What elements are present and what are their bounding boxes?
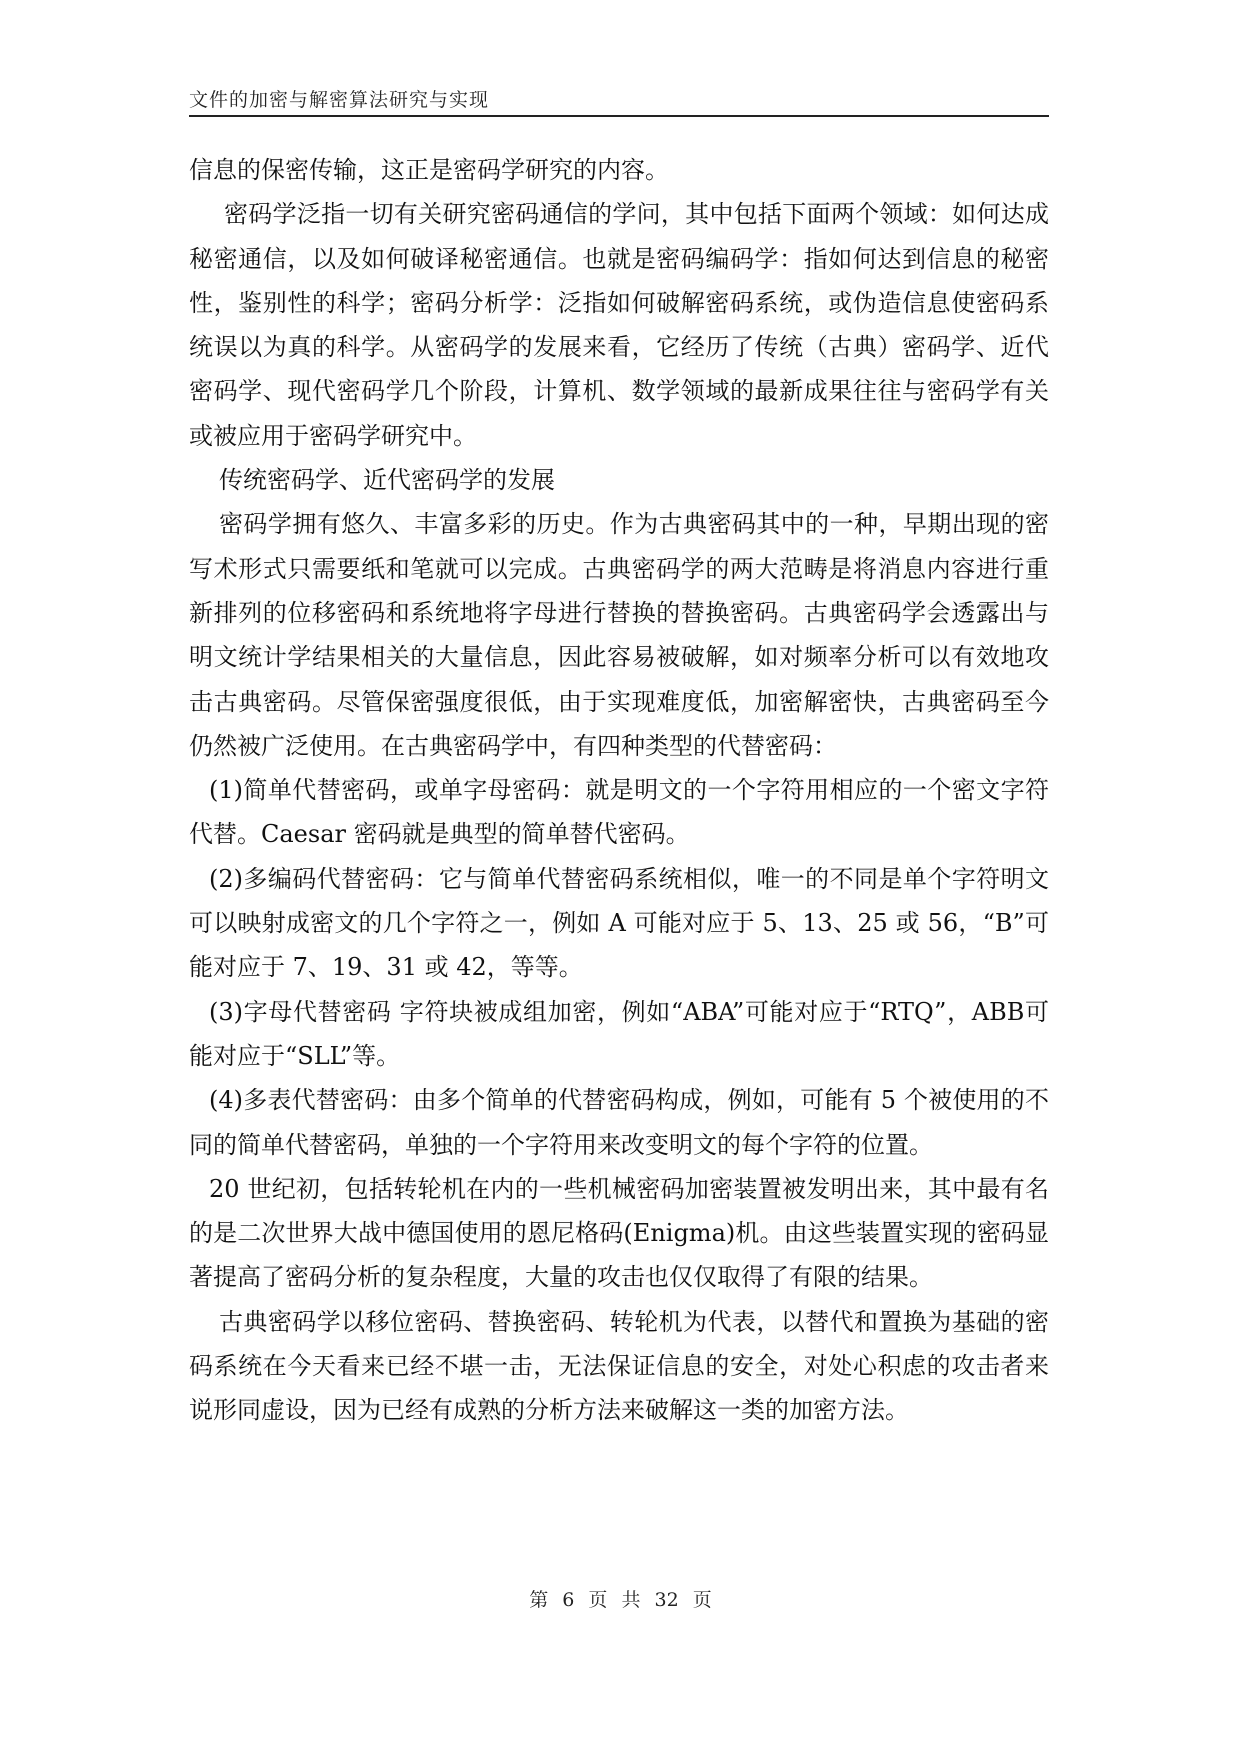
paragraph: 古典密码学以移位密码、替换密码、转轮机为代表，以替代和置换为基础的密码系统在今天看来已经不堪一击，无法保证信息的安全，对处心积虑的攻击者来说形同虚设，因为已经有成熟的分析方法来破解这一类的加密方法。	[189, 1307, 1049, 1425]
body-text	[189, 148, 1049, 1433]
page-number: 第 6 页 共 32 页	[529, 1589, 712, 1611]
header-divider	[189, 115, 1049, 117]
paragraph: 信息的保密传输，这正是密码学研究的内容。	[189, 156, 669, 184]
paragraph: 密码学拥有悠久、丰富多彩的历史。作为古典密码其中的一种，早期出现的密写术形式只需要纸和笔就可以完成。古典密码学的两大范畴是将消息内容进行重新排列的位移密码和系统地将字母进行替换的替换密码。古典密码学会透露出与明文统计学结果相关的大量信息，因此容易被破解，如对频率分析可以有效地攻击古典密码。尽管保密强度很低，由于实现难度低，加密解密快，古典密码至今仍然被广泛使用。在古典密码学中，有四种类型的代替密码：	[189, 510, 1049, 760]
paragraph: 密码学泛指一切有关研究密码通信的学问，其中包括下面两个领域：如何达成秘密通信，以及如何破译秘密通信。也就是密码编码学：指如何达到信息的秘密性，鉴别性的科学；密码分析学：泛指如何破解密码系统，或伪造信息使密码系统误以为真的科学。从密码学的发展来看，它经历了传统（古典）密码学、近代密码学、现代密码学几个阶段，计算机、数学领域的最新成果往往与密码学有关或被应用于密码学研究中。	[189, 200, 1049, 450]
list-item: (4)多表代替密码：由多个简单的代替密码构成，例如，可能有 5 个被使用的不同的简单代替密码，单独的一个字符用来改变明文的每个字符的位置。	[189, 1086, 1049, 1159]
list-item: (3)字母代替密码 字符块被成组加密，例如“ABA”可能对应于“RTQ”，ABB可能对应于“SLL”等。	[189, 997, 1049, 1070]
list-item: (2)多编码代替密码：它与简单代替密码系统相似，唯一的不同是单个字符明文可以映射成密文的几个字符之一，例如 A 可能对应于 5、13、25 或 56，“B”可能对应于 7、19、31 或 42，等等。	[189, 864, 1049, 982]
section-heading: 传统密码学、近代密码学的发展	[219, 466, 555, 495]
paragraph: 20 世纪初，包括转轮机在内的一些机械密码加密装置被发明出来，其中最有名的是二次世界大战中德国使用的恩尼格码(Enigma)机。由这些装置实现的密码显著提高了密码分析的复杂程度，大量的攻击也仅仅取得了有限的结果。	[189, 1174, 1049, 1292]
list-item: (1)简单代替密码，或单字母密码：就是明文的一个字符用相应的一个密文字符代替。Caesar 密码就是典型的简单替代密码。	[189, 776, 1049, 849]
document-title: 文件的加密与解密算法研究与实现	[189, 89, 490, 111]
page-header	[189, 78, 1049, 118]
